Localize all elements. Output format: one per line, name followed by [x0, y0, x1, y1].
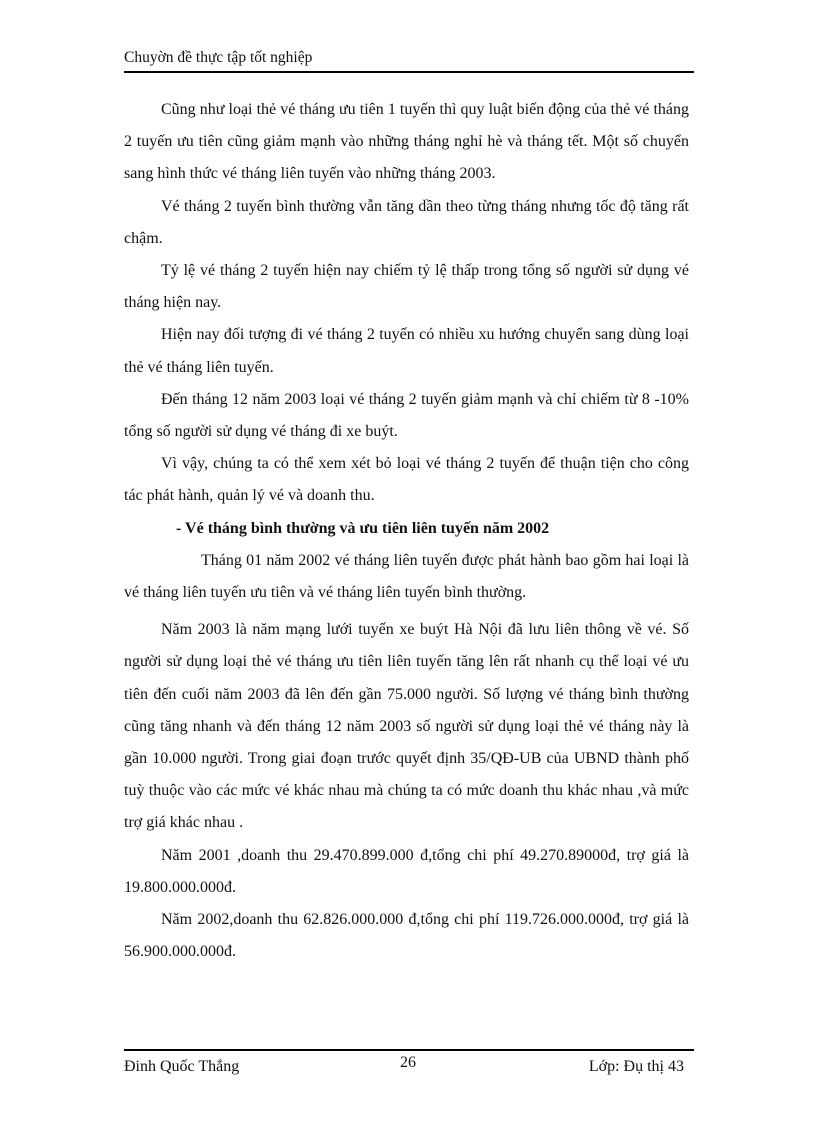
section-heading: - Vé tháng bình thường và ưu tiên liên tuyến năm 2002 — [176, 519, 550, 537]
paragraph-8: Năm 2003 là năm mạng lưới tuyến xe buýt Hà Nội đã lưu liên thông về vé. Số người sử dụng loại thẻ vé tháng ưu tiên liên tuyến tăng lên rất nhanh cụ thể loại vé ưu tiên đến cuối năm 2003 đã lên đến gần 75.000 người. Số lượng vé tháng bình thường cũng tăng nhanh và đến tháng 12 năm 2003 số người sử dụng loại thẻ vé tháng này là gần 10.000 người. Trong giai đoạn trước quyết định 35/QĐ-UB của UBND thành phố tuỳ thuộc vào các mức vé khác nhau mà chúng ta có mức doanh thu khác nhau ,và mức trợ giá khác nhau . — [124, 621, 689, 832]
footer-class-label: Lớp: Đụ thị 43 — [588, 1058, 684, 1075]
paragraph-7: Tháng 01 năm 2002 vé tháng liên tuyến được phát hành bao gồm hai loại là vé tháng liên tuyến ưu tiên và vé tháng liên tuyến bình thường. — [124, 551, 689, 602]
footer-rule — [124, 1049, 694, 1051]
paragraph-2: Vé tháng 2 tuyến bình thường vẫn tăng dần theo từng tháng nhưng tốc độ tăng rất chậm. — [124, 197, 689, 247]
footer-author: Đinh Quốc Thắng — [124, 1058, 240, 1075]
page-footer — [124, 1049, 694, 1076]
paragraph-10: Năm 2002,doanh thu 62.826.000.000 đ,tổng chi phí 119.726.000.000đ, trợ giá là 56.900.000.000đ. — [124, 911, 689, 961]
page-header — [124, 48, 694, 73]
header-title: Chuyờn đề thực tập tốt nghiệp — [124, 49, 313, 66]
header-rule — [124, 71, 694, 73]
page-number: 26 — [400, 1054, 416, 1071]
paragraph-9: Năm 2001 ,doanh thu 29.470.899.000 đ,tổng chi phí 49.270.89000đ, trợ giá là 19.800.000.000đ. — [124, 846, 689, 896]
document-body — [124, 94, 689, 968]
paragraph-1: Cũng như loại thẻ vé tháng ưu tiên 1 tuyến thì quy luật biến động của thẻ vé tháng 2 tuyến ưu tiên cũng giảm mạnh vào những tháng nghỉ hè và tháng tết. Một số chuyển sang hình thức vé tháng liên tuyến vào những tháng 2003. — [124, 101, 689, 183]
paragraph-3: Tỷ lệ vé tháng 2 tuyến hiện nay chiếm tỷ lệ thấp trong tổng số người sử dụng vé tháng hiện nay. — [124, 262, 689, 312]
paragraph-6: Vì vậy, chúng ta có thể xem xét bỏ loại vé tháng 2 tuyến để thuận tiện cho công tác phát hành, quản lý vé và doanh thu. — [124, 455, 689, 505]
paragraph-5: Đến tháng 12 năm 2003 loại vé tháng 2 tuyến giảm mạnh và chỉ chiếm từ 8 -10% tổng số người sử dụng vé tháng đi xe buýt. — [124, 390, 689, 441]
paragraph-4: Hiện nay đối tượng đi vé tháng 2 tuyến có nhiều xu hướng chuyển sang dùng loại thẻ vé tháng liên tuyến. — [124, 326, 689, 376]
